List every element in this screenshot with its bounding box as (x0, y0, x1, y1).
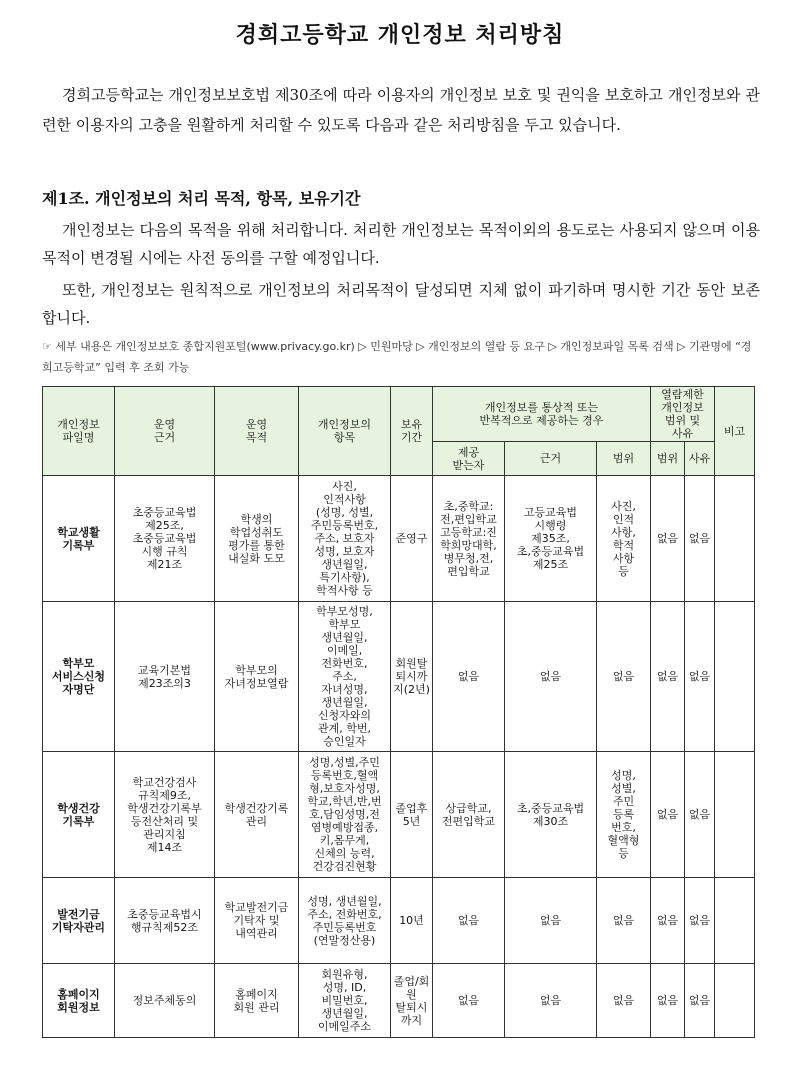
cell-recipient: 없음 (433, 878, 505, 964)
cell-limit-scope: 없음 (651, 964, 685, 1038)
cell-purpose: 학생건강기록 관리 (215, 752, 299, 878)
cell-limit-reason: 없음 (685, 476, 715, 602)
cell-limit-reason: 없음 (685, 878, 715, 964)
header-retention: 보유 기간 (391, 387, 433, 476)
header-limit-reason: 사유 (685, 442, 715, 476)
cell-recipient: 없음 (433, 602, 505, 752)
document-title: 경희고등학교 개인정보 처리방침 (235, 23, 565, 48)
cell-items: 사진, 인적사항 (성명, 성별, 주민등록번호, 주소, 보호자 성명, 보호자 생년월일, 특기사항), 학적사항 등 (299, 476, 391, 602)
cell-purpose: 홈페이지 회원 관리 (215, 964, 299, 1038)
cell-provide-basis: 고등교육법 시행령 제35조, 초,중등교육법 제25조 (505, 476, 597, 602)
cell-file: 학교생활 기록부 (43, 476, 115, 602)
cell-limit-reason: 없음 (685, 752, 715, 878)
cell-file: 학생건강 기록부 (43, 752, 115, 878)
cell-items: 성명, 생년월일, 주소, 전화번호, 주민등록번호 (연말정산용) (299, 878, 391, 964)
cell-limit-scope: 없음 (651, 878, 685, 964)
cell-provide-basis: 없음 (505, 602, 597, 752)
cell-file: 발전기금 기탁자관리 (43, 878, 115, 964)
cell-recipient: 초,중학교: 전,편입학교 고등학교:진 학희망대학, 병무청,전, 편입학교 (433, 476, 505, 602)
section-1-paragraph-2: 또한, 개인정보는 원칙적으로 개인정보의 처리목적이 달성되면 지체 없이 파기하며 명시한 기간 동안 보존합니다. (42, 281, 760, 327)
cell-remark (715, 964, 755, 1038)
cell-basis: 초중등교육법시 행규칙제52조 (115, 878, 215, 964)
table-row (43, 964, 755, 1038)
table-header-row (43, 387, 755, 442)
header-items: 개인정보의 항목 (299, 387, 391, 476)
cell-remark (715, 476, 755, 602)
cell-remark (715, 602, 755, 752)
cell-purpose: 학부모의 자녀정보열람 (215, 602, 299, 752)
header-provision-scope: 범위 (597, 442, 651, 476)
cell-remark (715, 752, 755, 878)
cell-provide-basis: 없음 (505, 964, 597, 1038)
cell-provide-scope: 성명, 성별, 주민 등록 번호, 혈액형 등 (597, 752, 651, 878)
cell-basis: 학교건강검사 규칙제9조, 학생건강기록부 등전산처리 및 관리지침 제14조 (115, 752, 215, 878)
cell-basis: 초중등교육법 제25조, 초중등교육법 시행 규칙 제21조 (115, 476, 215, 602)
cell-provide-scope: 없음 (597, 602, 651, 752)
table-row (43, 752, 755, 878)
header-recipient: 제공 받는자 (433, 442, 505, 476)
personal-info-file-table (42, 386, 755, 1038)
cell-retention: 졸업/회 원 탈퇴시 까지 (391, 964, 433, 1038)
cell-provide-basis: 초,중등교육법 제30조 (505, 752, 597, 878)
table-row (43, 602, 755, 752)
cell-basis: 정보주체동의 (115, 964, 215, 1038)
cell-limit-scope: 없음 (651, 752, 685, 878)
cell-limit-scope: 없음 (651, 476, 685, 602)
cell-limit-reason: 없음 (685, 602, 715, 752)
header-provision-group: 개인정보를 통상적 또는 반복적으로 제공하는 경우 (433, 387, 651, 442)
table-row (43, 878, 755, 964)
cell-items: 회원유형, 성명, ID, 비밀번호, 생년월일, 이메일주소 (299, 964, 391, 1038)
cell-provide-scope: 없음 (597, 878, 651, 964)
cell-basis: 교육기본법 제23조의3 (115, 602, 215, 752)
intro-paragraph: 경희고등학교는 개인정보보호법 제30조에 따라 이용자의 개인정보 보호 및 권익을 보호하고 개인정보와 관련한 이용자의 고충을 원활하게 처리할 수 있도록 다음과 같은 처리방침을 두고 있습니다. (42, 86, 760, 134)
cell-retention: 졸업후 5년 (391, 752, 433, 878)
section-1-paragraph-1: 개인정보는 다음의 목적을 위해 처리합니다. 처리한 개인정보는 목적이외의 용도로는 사용되지 않으며 이용 목적이 변경될 시에는 사전 동의를 구할 예정입니다. (42, 221, 760, 267)
cell-remark (715, 878, 755, 964)
cell-recipient: 없음 (433, 964, 505, 1038)
section-1-heading: 제1조. 개인정보의 처리 목적, 항목, 보유기간 (42, 189, 361, 208)
cell-limit-scope: 없음 (651, 602, 685, 752)
cell-items: 학부모성명, 학부모 생년월일, 이메일, 전화번호, 주소, 자녀성명, 생년월일, 신청자와의 관계, 학번, 승인일자 (299, 602, 391, 752)
header-remark: 비고 (715, 387, 755, 476)
cell-purpose: 학교발전기금 기탁자 및 내역관리 (215, 878, 299, 964)
cell-limit-reason: 없음 (685, 964, 715, 1038)
cell-retention: 10년 (391, 878, 433, 964)
cell-items: 성명,성별,주민 등록번호,혈액 형,보호자성명, 학교,학년,반,번 호,담임성명,전 염병예방접종, 키,몸무게, 신체의 능력, 건강검진현황 (299, 752, 391, 878)
cell-provide-scope: 없음 (597, 964, 651, 1038)
cell-recipient: 상급학교, 전편입학교 (433, 752, 505, 878)
cell-retention: 준영구 (391, 476, 433, 602)
cell-purpose: 학생의 학업성취도 평가를 통한 내실화 도모 (215, 476, 299, 602)
cell-provide-basis: 없음 (505, 878, 597, 964)
reference-note: ☞ 세부 내용은 개인정보보호 종합지원포털(www.privacy.go.kr) ▷ 민원마당 ▷ 개인정보의 열람 등 요구 ▷ 개인정보파일 목록 검색 ▷ 기관명에 “경희고등학교” 입력 후 조회 가능 (42, 340, 752, 374)
header-access-limit-group: 열람제한 개인정보 범위 및 사유 (651, 387, 715, 442)
cell-provide-scope: 사진, 인적 사항, 학적 사항 등 (597, 476, 651, 602)
cell-file: 홈페이지 회원정보 (43, 964, 115, 1038)
header-file-name: 개인정보 파일명 (43, 387, 115, 476)
header-provision-basis: 근거 (505, 442, 597, 476)
header-purpose: 운영 목적 (215, 387, 299, 476)
header-limit-scope: 범위 (651, 442, 685, 476)
cell-retention: 회원탈 퇴시까 지(2년) (391, 602, 433, 752)
cell-file: 학부모 서비스신청 자명단 (43, 602, 115, 752)
header-basis: 운영 근거 (115, 387, 215, 476)
table-row (43, 476, 755, 602)
